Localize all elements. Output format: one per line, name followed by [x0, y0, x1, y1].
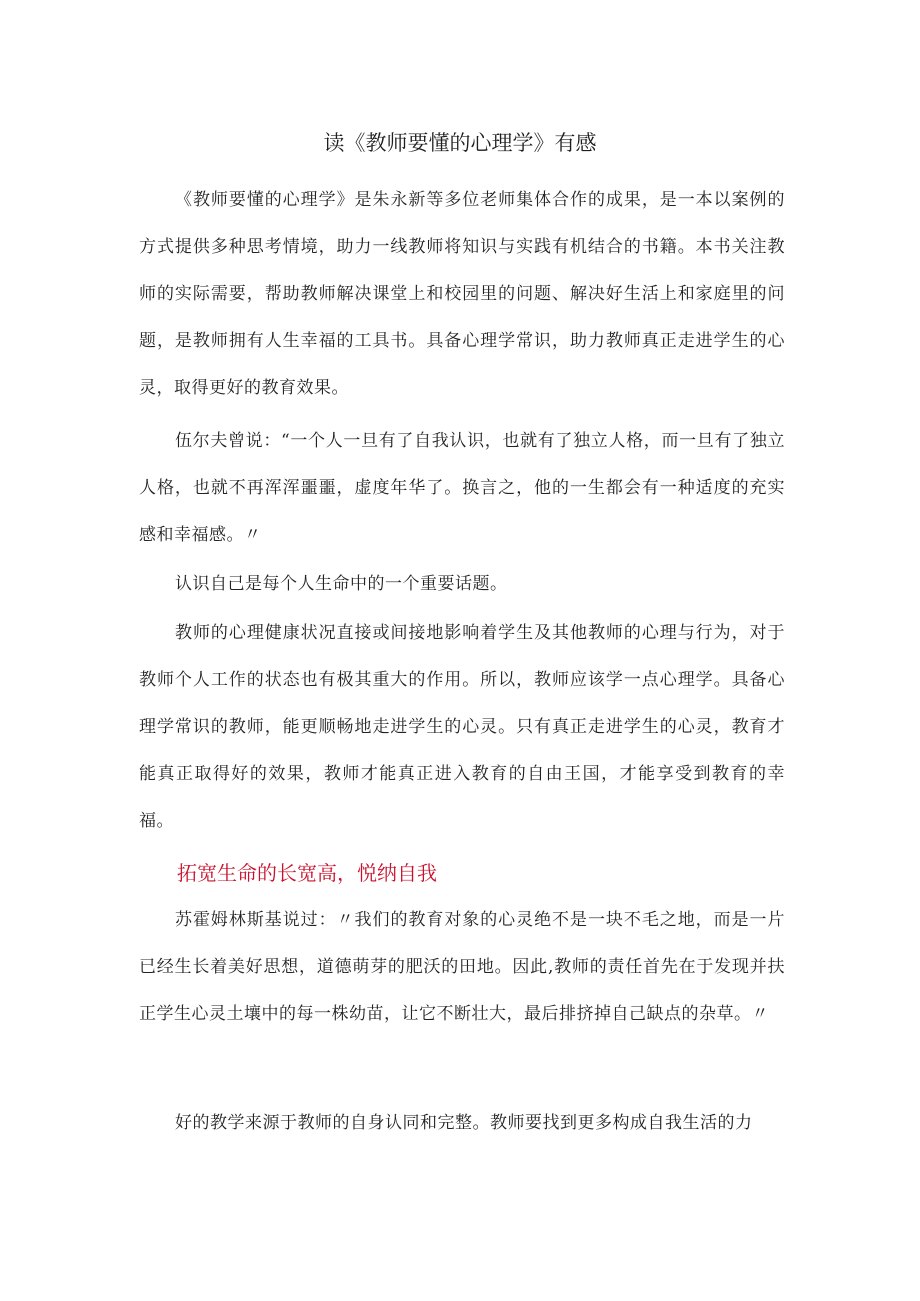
paragraph-book-intro: 《教师要懂的心理学》是朱永新等多位老师集体合作的成果，是一本以案例的方式提供多种思考情境，助力一线教师将知识与实践有机结合的书籍。本书关注教师的实际需要，帮助教师解决课堂上和校园里的问题、解决好生活上和家庭里的问题，是教师拥有人生幸福的工具书。具备心理学常识，助力教师真正走进学生的心灵，取得更好的教育效果。 — [139, 190, 785, 398]
paragraph-woolf-quote: 伍尔夫曾说：“一个人一旦有了自我认识，也就有了独立人格，而一旦有了独立人格，也就不再浑浑噩噩，虚度年华了。换言之，他的一生都会有一种适度的充实感和幸福感。〃 — [139, 431, 785, 545]
paragraph-sukhomlinsky-quote: 苏霍姆林斯基说过：〃我们的教育对象的心灵绝不是一块不毛之地，而是一片已经生长着美好思想，道德萌芽的肥沃的田地。因此,教师的责任首先在于发现并扶正学生心灵土壤中的每一株幼苗，让它不断壮大，最后排挤掉自己缺点的杂草。〃 — [139, 910, 785, 1024]
paragraph-know-yourself: 认识自己是每个人生命中的一个重要话题。 — [175, 574, 508, 594]
section-heading: 拓宽生命的长宽高，悦纳自我 — [177, 861, 437, 885]
paragraph-teacher-mental-health: 教师的心理健康状况直接或间接地影响着学生及其他教师的心理与行为，对于教师个人工作的状态也有极其重大的作用。所以，教师应该学一点心理学。具备心理学常识的教师，能更顺畅地走进学生的心灵。只有真正走进学生的心灵，教育才能真正取得好的效果，教师才能真正进入教育的自由王国，才能享受到教育的幸福。 — [139, 623, 785, 831]
paragraph-good-teaching: 好的教学来源于教师的自身认同和完整。教师要找到更多构成自我生活的力 — [175, 1113, 753, 1133]
document-title: 读《教师要懂的心理学》有感 — [323, 131, 597, 155]
